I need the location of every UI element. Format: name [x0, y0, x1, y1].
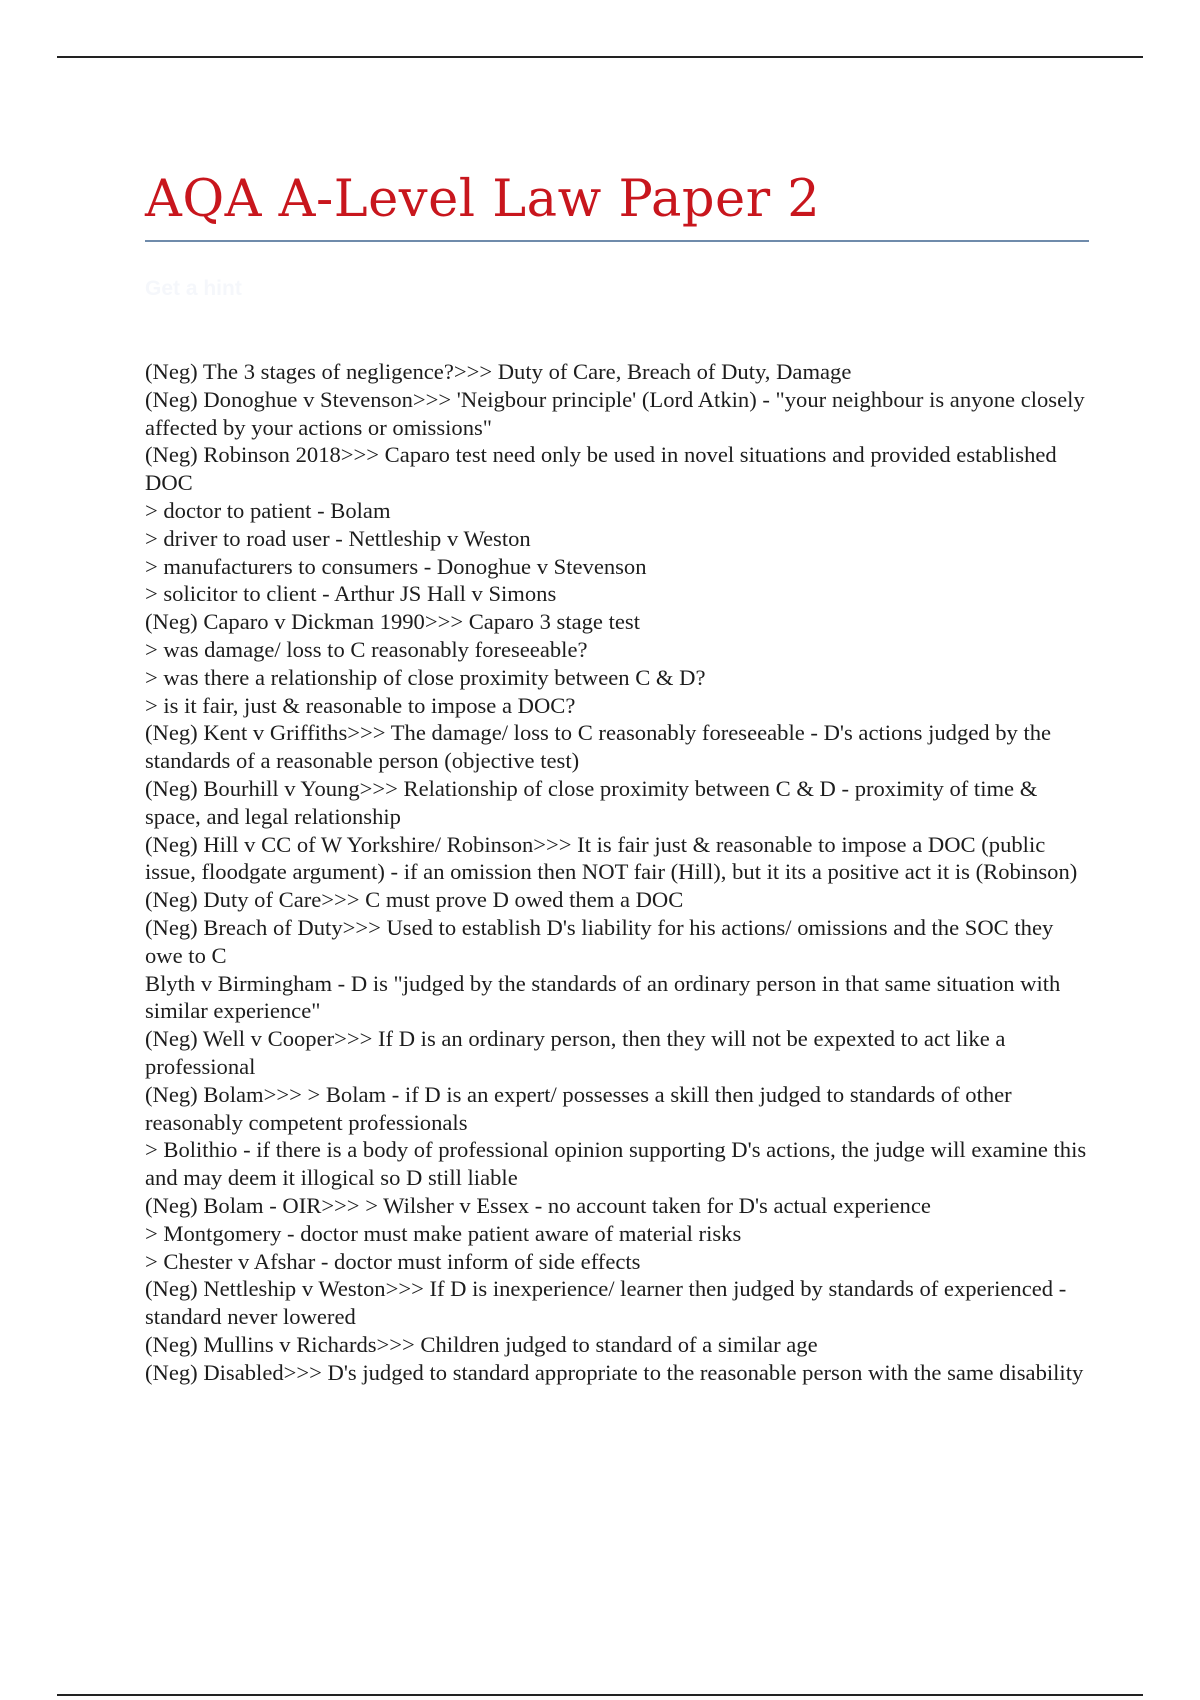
note-line: (Neg) Donoghue v Stevenson>>> 'Neigbour principle' (Lord Atkin) - "your neighbour is anyone closely affected by your actions or omissions"	[145, 386, 1085, 440]
note-line: > solicitor to client - Arthur JS Hall v Simons	[145, 581, 557, 607]
note-line: > Chester v Afshar - doctor must inform of side effects	[145, 1248, 641, 1274]
note-line: (Neg) Bolam - OIR>>> > Wilsher v Essex - no account taken for D's actual experience	[145, 1192, 931, 1218]
note-line: (Neg) Well v Cooper>>> If D is an ordinary person, then they will not be expexted to act like a professional	[145, 1026, 1006, 1079]
note-line: (Neg) Bolam>>> > Bolam - if D is an expert/ possesses a skill then judged to standards of other reasonably competent professionals	[145, 1081, 1012, 1135]
title-block	[145, 168, 1089, 242]
note-line: (Neg) Nettleship v Weston>>> If D is inexperience/ learner then judged by standards of experienced - standard never lowered	[145, 1276, 1067, 1330]
note-line: > driver to road user - Nettleship v Weston	[145, 525, 531, 551]
note-line: > Montgomery - doctor must make patient aware of material risks	[145, 1220, 742, 1246]
note-line: > was damage/ loss to C reasonably foreseeable?	[145, 636, 588, 662]
note-line: (Neg) Hill v CC of W Yorkshire/ Robinson>>> It is fair just & reasonable to impose a DOC (public issue, floodgate argument) - if an omission then NOT fair (Hill), but it its a positive act it is (Robinson)	[145, 831, 1078, 885]
note-line: > is it fair, just & reasonable to impose a DOC?	[145, 692, 576, 718]
note-line: (Neg) Breach of Duty>>> Used to establish D's liability for his actions/ omissions and the SOC they owe to C	[145, 914, 1054, 968]
note-line: > Bolithio - if there is a body of professional opinion supporting D's actions, the judge will examine this and may deem it illogical so D still liable	[145, 1137, 1087, 1191]
note-line: (Neg) Disabled>>> D's judged to standard appropriate to the reasonable person with the same disability	[145, 1359, 1084, 1385]
note-line: (Neg) Bourhill v Young>>> Relationship of close proximity between C & D - proximity of time & space, and legal relationship	[145, 775, 1038, 829]
bottom-rule	[57, 1694, 1143, 1696]
top-rule	[57, 56, 1143, 58]
note-line: (Neg) Duty of Care>>> C must prove D owed them a DOC	[145, 887, 684, 913]
note-line: > was there a relationship of close proximity between C & D?	[145, 664, 706, 690]
note-line: (Neg) Kent v Griffiths>>> The damage/ loss to C reasonably foreseeable - D's actions judged by the standards of a reasonable person (objective test)	[145, 720, 1052, 774]
notes-body	[145, 358, 1090, 1386]
note-line: > doctor to patient - Bolam	[145, 497, 391, 523]
hint-link[interactable]: Get a hint	[145, 277, 242, 300]
note-line: (Neg) Caparo v Dickman 1990>>> Caparo 3 stage test	[145, 609, 640, 635]
note-line: (Neg) The 3 stages of negligence?>>> Duty of Care, Breach of Duty, Damage	[145, 359, 852, 384]
note-line: > manufacturers to consumers - Donoghue v Stevenson	[145, 553, 647, 579]
note-line: (Neg) Mullins v Richards>>> Children judged to standard of a similar age	[145, 1331, 818, 1357]
note-line: (Neg) Robinson 2018>>> Caparo test need only be used in novel situations and provided established DOC	[145, 442, 1057, 496]
title-underline	[145, 240, 1089, 242]
note-line: Blyth v Birmingham - D is "judged by the standards of an ordinary person in that same situation with similar experience"	[145, 970, 1061, 1024]
page-title: AQA A-Level Law Paper 2	[145, 170, 821, 229]
